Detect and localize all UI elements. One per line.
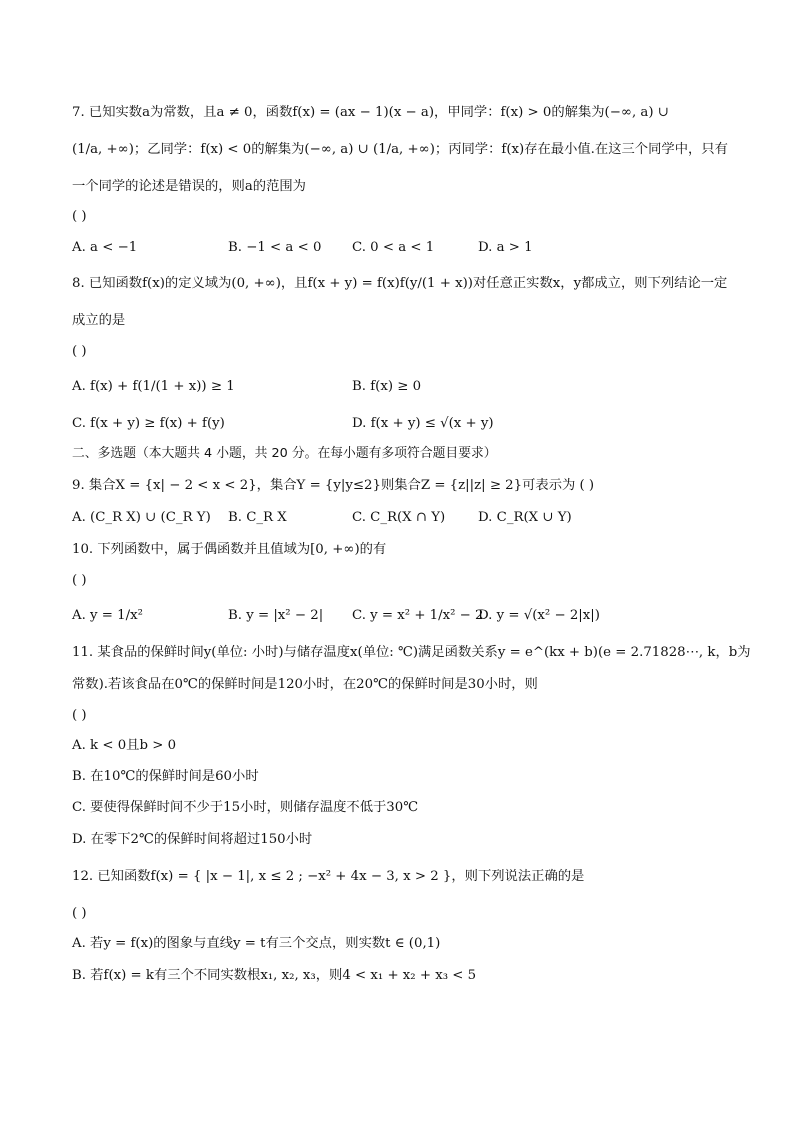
q10-line1: 10. 下列函数中，属于偶函数并且值域为[0, +∞)的有 (72, 542, 387, 557)
q11-option-a: A. k < 0且b > 0 (72, 738, 177, 753)
q9-option-b: B. C_R X (228, 510, 287, 525)
q7-option-a: A. a < −1 (72, 240, 138, 255)
q9-line1: 9. 集合X = {x| − 2 < x < 2}，集合Y = {y|y≤2}则集合Z = {z||z| ≥ 2}可表示为 ( ) (72, 478, 595, 493)
q7-line2: (1/a, +∞)；乙同学：f(x) < 0的解集为(−∞, a) ∪ (1/a, +∞)；丙同学：f(x)存在最小值.在这三个同学中，只有 (72, 142, 728, 157)
q11-answer-bracket: ( ) (72, 708, 87, 723)
q8-option-a: A. f(x) + f(1/(1 + x)) ≥ 1 (72, 379, 235, 394)
q11-option-d: D. 在零下2℃的保鲜时间将超过150小时 (72, 832, 313, 847)
q11-line2: 常数).若该食品在0℃的保鲜时间是120小时，在20℃的保鲜时间是30小时，则 (72, 677, 538, 692)
section-heading-multiple-choice: 二、多选题（本大题共 4 小题，共 20 分。在每小题有多项符合题目要求） (72, 446, 497, 461)
q10-option-d: D. y = √(x² − 2|x|) (478, 608, 600, 623)
q8-option-d: D. f(x + y) ≤ √(x + y) (352, 416, 494, 431)
q7-answer-bracket: ( ) (72, 209, 87, 224)
q7-line1: 7. 已知实数a为常数，且a ≠ 0，函数f(x) = (ax − 1)(x − a)，甲同学：f(x) > 0的解集为(−∞, a) ∪ (72, 105, 669, 120)
q8-option-c: C. f(x + y) ≥ f(x) + f(y) (72, 416, 225, 431)
q7-line3: 一个同学的论述是错误的，则a的范围为 (72, 179, 306, 194)
q12-answer-bracket: ( ) (72, 906, 87, 921)
q8-line2: 成立的是 (72, 313, 126, 328)
q11-line1: 11. 某食品的保鲜时间y(单位: 小时)与储存温度x(单位: ℃)满足函数关系y = e^(kx + b)(e = 2.71828⋯, k，b为 (72, 645, 751, 660)
q12-option-a: A. 若y = f(x)的图象与直线y = t有三个交点，则实数t ∈ (0,1) (72, 936, 441, 951)
q9-option-d: D. C_R(X ∪ Y) (478, 510, 572, 525)
q11-option-c: C. 要使得保鲜时间不少于15小时，则储存温度不低于30℃ (72, 800, 419, 815)
q8-answer-bracket: ( ) (72, 344, 87, 359)
q7-option-b: B. −1 < a < 0 (228, 240, 322, 255)
q9-option-a: A. (C_R X) ∪ (C_R Y) (72, 510, 211, 525)
q10-option-c: C. y = x² + 1/x² − 2 (352, 608, 484, 623)
q11-option-b: B. 在10℃的保鲜时间是60小时 (72, 769, 259, 784)
q10-option-b: B. y = |x² − 2| (228, 608, 324, 623)
q9-option-c: C. C_R(X ∩ Y) (352, 510, 446, 525)
q12-line1: 12. 已知函数f(x) = { |x − 1|, x ≤ 2 ; −x² + 4x − 3, x > 2 }，则下列说法正确的是 (72, 869, 585, 884)
q12-option-b: B. 若f(x) = k有三个不同实数根x₁, x₂, x₃，则4 < x₁ + x₂ + x₃ < 5 (72, 968, 477, 983)
q7-option-d: D. a > 1 (478, 240, 533, 255)
q10-answer-bracket: ( ) (72, 573, 87, 588)
q8-option-b: B. f(x) ≥ 0 (352, 379, 422, 394)
q8-line1: 8. 已知函数f(x)的定义域为(0, +∞)，且f(x + y) = f(x)f(y/(1 + x))对任意正实数x，y都成立，则下列结论一定 (72, 276, 728, 291)
q10-option-a: A. y = 1/x² (72, 608, 143, 623)
q7-option-c: C. 0 < a < 1 (352, 240, 435, 255)
